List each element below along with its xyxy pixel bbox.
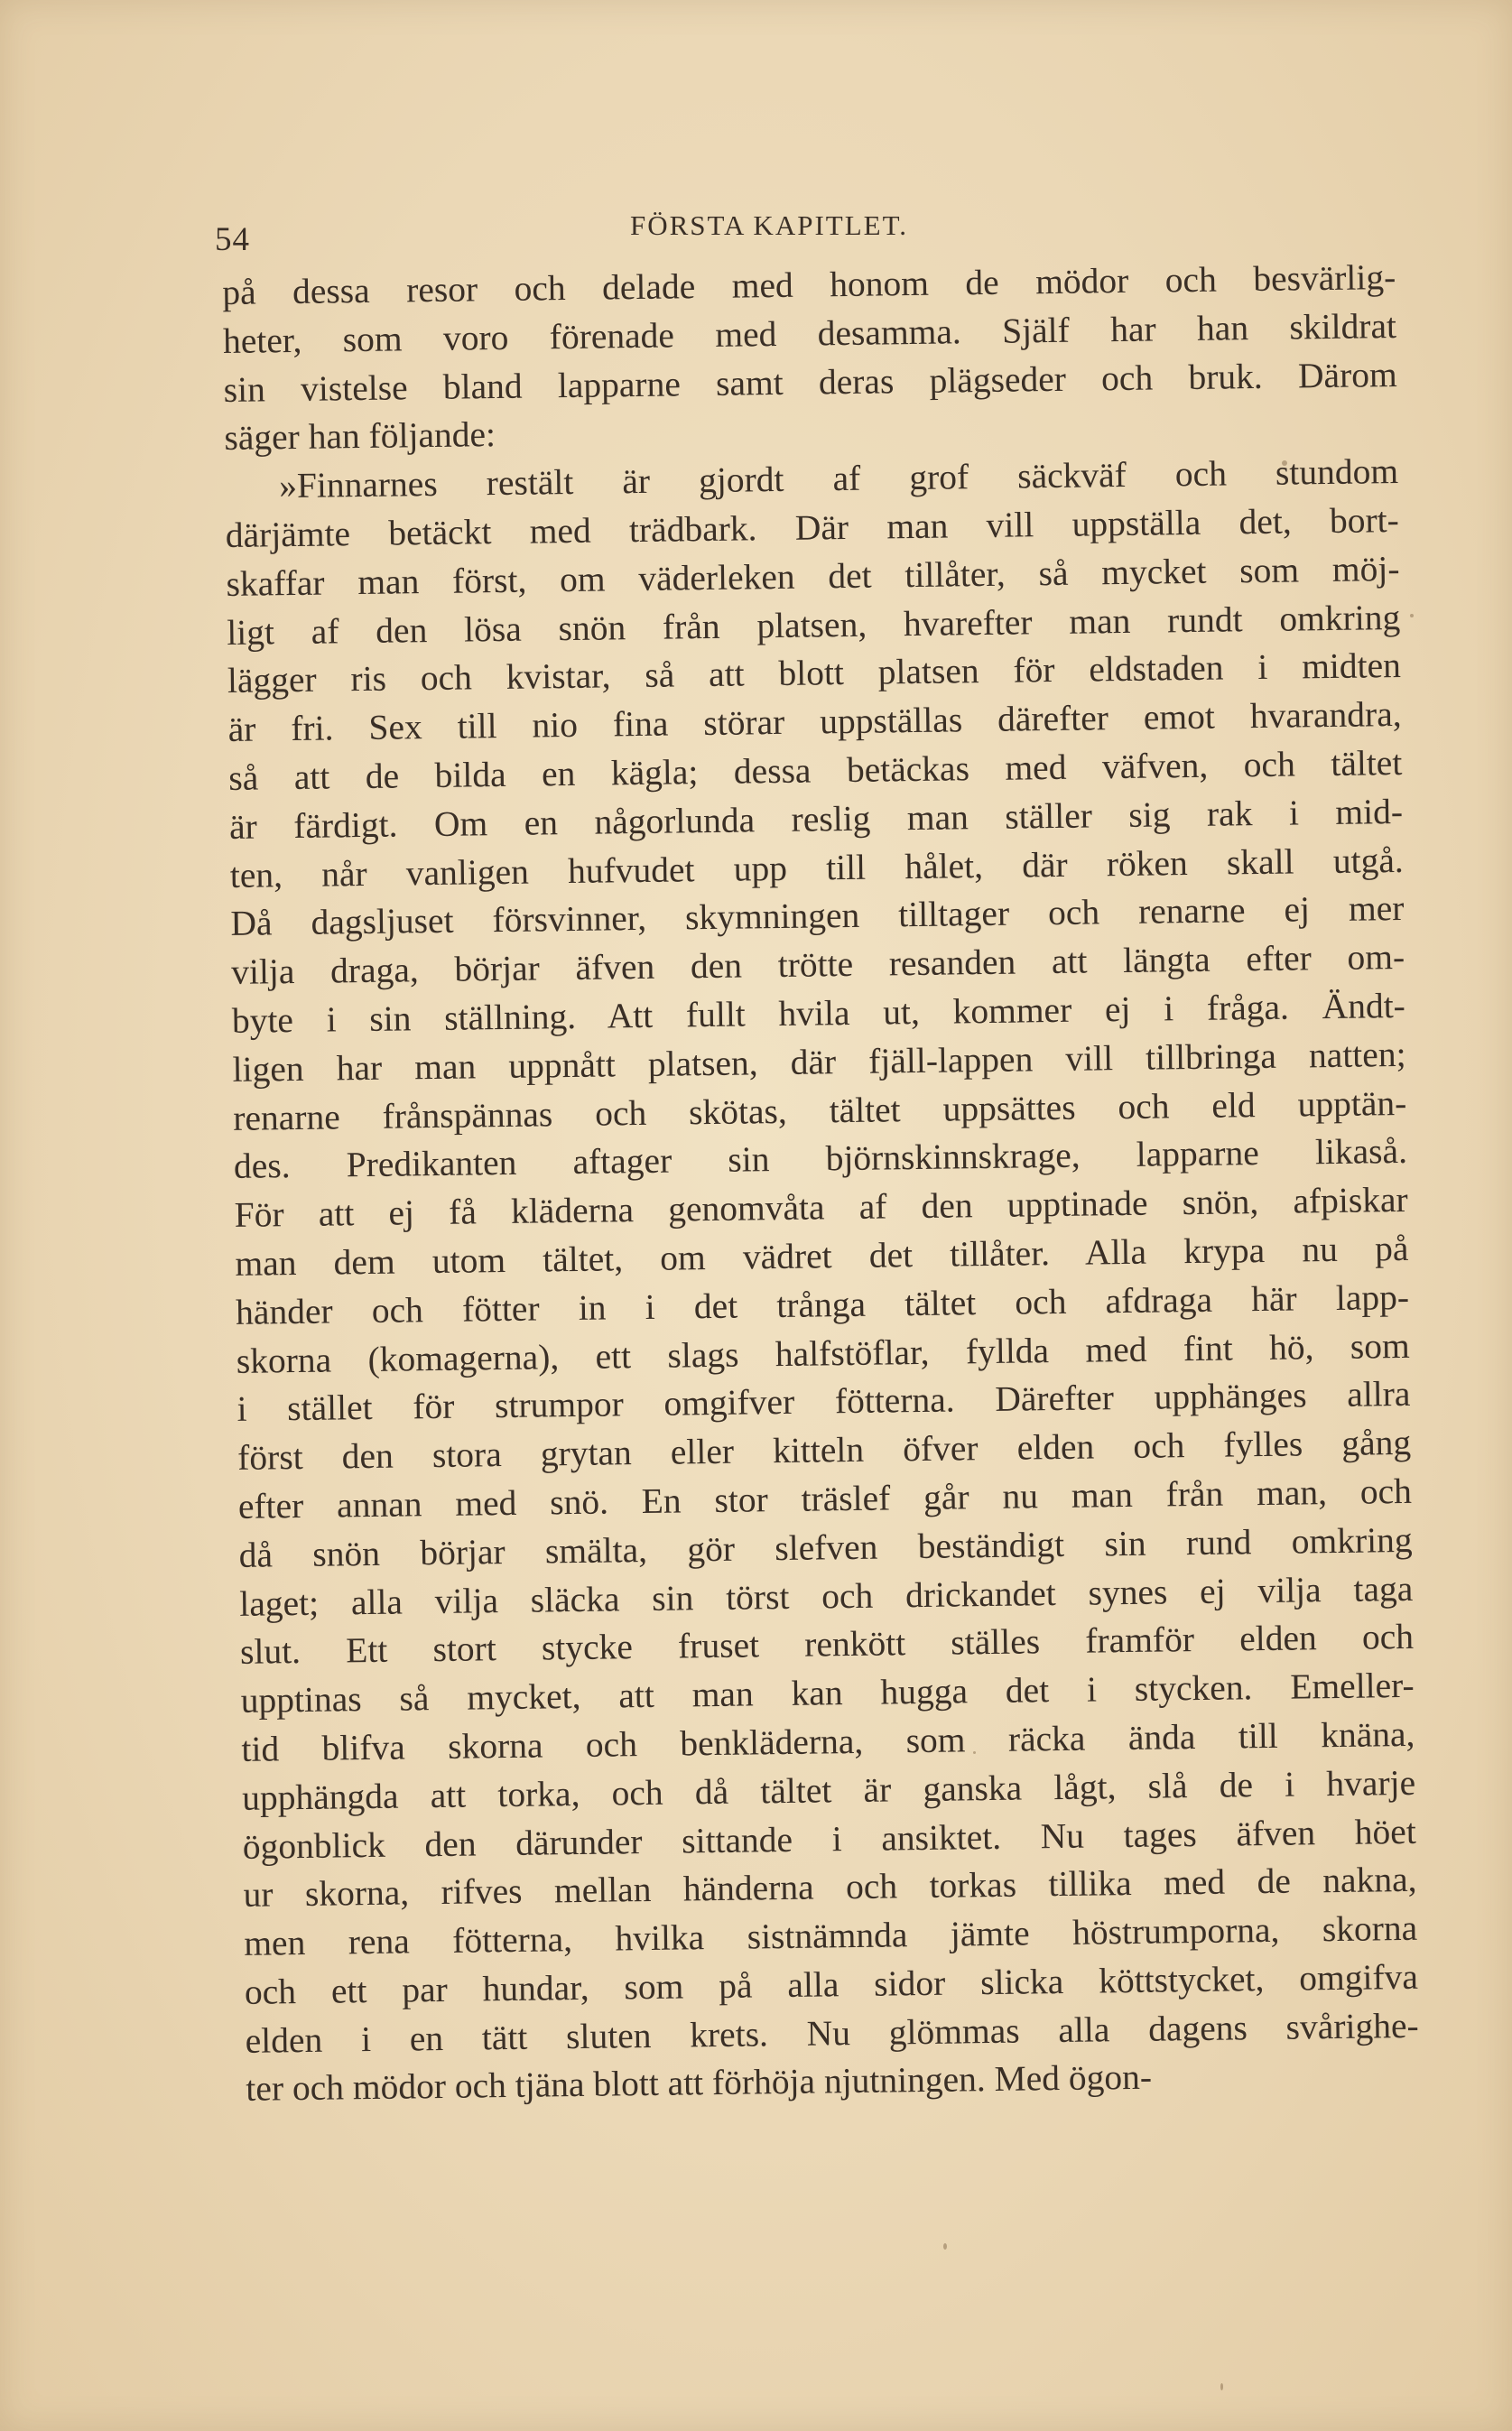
text-line: ligt af den lösa snön från platsen, hvarefter man rundt omkring: [226, 597, 1401, 653]
paper-speck: [1282, 460, 1287, 466]
text-line: därjämte betäckt med trädbark. Där man vill uppställa det, bort-: [225, 499, 1400, 555]
text-line: ur skorna, rifves mellan händerna och torkas tillika med de nakna,: [243, 1860, 1417, 1916]
text-line: ögonblick den därunder sittande i ansiktet. Nu tages äfven höet: [242, 1811, 1417, 1867]
text-line: man dem utom tältet, om vädret det tillåter. Alla krypa nu på: [235, 1228, 1409, 1284]
text-line: skorna (komagerna), ett slags halfstöflar, fyllda med fint hö, som: [236, 1325, 1411, 1381]
paper-speck: [973, 1751, 976, 1754]
text-line: elden i en tätt sluten krets. Nu glömmas alla dagens svårighe-: [245, 2005, 1419, 2061]
paper-speck: [1220, 2383, 1223, 2390]
text-line: i stället för strumpor omgifver fötterna. Därefter upphänges allra: [237, 1374, 1411, 1430]
text-line: vilja draga, börjar äfven den trötte resanden att längta efter om-: [230, 937, 1405, 993]
text-line: är färdigt. Om en någorlunda reslig man ställer sig rak i mid-: [228, 791, 1404, 847]
text-line: på dessa resor och delade med honom de mödor och besvärlig-: [222, 256, 1396, 312]
text-line: och ett par hundar, som på alla sidor slicka köttstycket, omgifva: [244, 1956, 1419, 2012]
text-line: heter, som voro förenade med desamma. Själf har han skildrat: [222, 305, 1397, 361]
text-line: tid blifva skorna och benkläderna, som räcka ända till knäna,: [241, 1713, 1415, 1769]
paper-speck: [1410, 614, 1414, 617]
page-number: 54: [215, 221, 250, 258]
text-line: ligen har man uppnått platsen, där fjäll-lappen vill tillbringa natten;: [232, 1034, 1406, 1090]
text-line: slut. Ett stort stycke fruset renkött ställes framför elden och: [239, 1617, 1415, 1673]
text-line: ter och mödor och tjäna blott att förhöja njutningen. Med ögon-: [246, 2057, 1153, 2110]
running-title: FÖRSTA KAPITLET.: [630, 209, 908, 241]
text-line: »Finnarnes restält är gjordt af grof säckväf och stundom: [278, 451, 1399, 506]
text-line: efter annan med snö. En stor träslef går nu man från man, och: [237, 1471, 1413, 1526]
text-line: då snön börjar smälta, gör slefven beständigt sin rund omkring: [238, 1519, 1413, 1575]
text-line: säger han följande:: [224, 414, 496, 459]
text-line: upphängda att torka, och då tältet är ganska lågt, slå de i hvarje: [241, 1762, 1416, 1818]
text-line: är fri. Sex till nio fina störar uppställas därefter emot hvarandra,: [227, 694, 1402, 750]
text-line: renarne frånspännas och skötas, tältet uppsättes och eld upptän-: [233, 1082, 1407, 1138]
text-line: lägger ris och kvistar, så att blott platsen för eldstaden i midten: [227, 645, 1402, 701]
body-text: [222, 254, 1420, 2114]
text-line: sin vistelse bland lapparne samt deras plägseder och bruk. Därom: [223, 354, 1397, 410]
text-line: laget; alla vilja släcka sin törst och drickandet synes ej vilja taga: [239, 1568, 1414, 1624]
text-line: ten, når vanligen hufvudet upp till hålet, där röken skall utgå.: [229, 840, 1404, 895]
paper-speck: [943, 2243, 947, 2250]
text-line: först den stora grytan eller kitteln öfver elden och fylles gång: [237, 1422, 1412, 1479]
running-head: [215, 200, 1406, 258]
text-line: des. Predikanten aftager sin björnskinnskrage, lapparne likaså.: [233, 1131, 1408, 1187]
text-line: Då dagsljuset försvinner, skymningen tilltager och renarne ej mer: [230, 888, 1405, 944]
text-line: För att ej få kläderna genomvåta af den upptinade snön, afpiskar: [234, 1180, 1408, 1236]
text-line: så att de bilda en kägla; dessa betäckas med väfven, och tältet: [228, 742, 1403, 798]
text-line: upptinas så mycket, att man kan hugga det i stycken. Emeller-: [240, 1665, 1415, 1721]
text-line: byte i sin ställning. Att fullt hvila ut, kommer ej i fråga. Ändt-: [231, 985, 1406, 1041]
text-line: skaffar man först, om väderleken det tillåter, så mycket som möj-: [226, 548, 1400, 604]
text-line: händer och fötter in i det trånga tältet och afdraga här lapp-: [235, 1276, 1410, 1332]
text-line: men rena fötterna, hvilka sistnämnda jämte höstrumporna, skorna: [243, 1907, 1418, 1963]
